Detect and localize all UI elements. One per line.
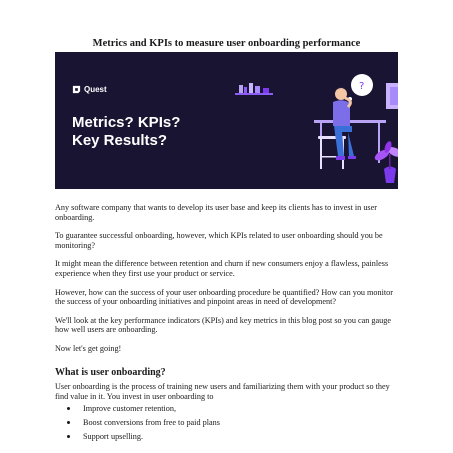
- benefits-list: [55, 404, 400, 441]
- bullet-icon: [67, 421, 70, 424]
- brand-logo: [72, 85, 107, 94]
- list-item-text: Improve customer retention,: [83, 404, 176, 414]
- page-title: Metrics and KPIs to measure user onboarding performance: [92, 38, 361, 49]
- wall-shelf: [235, 93, 273, 95]
- section-heading: What is user onboarding?: [55, 366, 166, 378]
- list-item-text: Support upselling.: [83, 431, 144, 441]
- banner-headline-line-2: Key Results?: [72, 132, 168, 149]
- intro-paragraph: However, how can the success of your user onboarding procedure be quantified? How can you monitor the success of your onboarding initiatives and pinpoint areas in need of development?: [55, 287, 393, 307]
- list-item: [55, 404, 400, 414]
- person-torso: [333, 100, 350, 126]
- quest-logo-icon: [72, 85, 81, 94]
- list-item: [55, 432, 400, 442]
- list-item-text: Boost conversions from free to paid plans: [83, 417, 220, 427]
- list-item: [55, 418, 400, 428]
- banner-headline-line-1: Metrics? KPIs?: [72, 114, 181, 131]
- section-body: User onboarding is the process of training new users and familiarizing them with your product so they find value in it. You invest in user onboarding to: [55, 382, 390, 401]
- intro-paragraph: It might mean the difference between retention and churn if new consumers enjoy a flawless, painless experience when they first use your product or service.: [55, 259, 389, 278]
- intro-paragraph: Any software company that wants to develop its user base and keep its clients has to invest in user onboarding.: [55, 203, 377, 222]
- article-body: [55, 203, 400, 445]
- intro-paragraph: We'll look at the key performance indicators (KPIs) and key metrics in this blog post so you can gauge how well users are onboarding.: [55, 315, 391, 335]
- shelf-book: [239, 85, 243, 93]
- person-thinking-illustration: [230, 52, 398, 189]
- brand-name: Quest: [84, 85, 107, 94]
- bullet-icon: [67, 435, 70, 438]
- intro-paragraph: Now let's get going!: [55, 343, 122, 353]
- hero-banner: [55, 52, 398, 189]
- intro-paragraph: To guarantee successful onboarding, however, which KPIs related to user onboarding should you be monitoring?: [55, 231, 383, 250]
- bullet-icon: [67, 407, 70, 410]
- banner-headline: [72, 114, 180, 150]
- svg-text:?: ?: [359, 81, 365, 92]
